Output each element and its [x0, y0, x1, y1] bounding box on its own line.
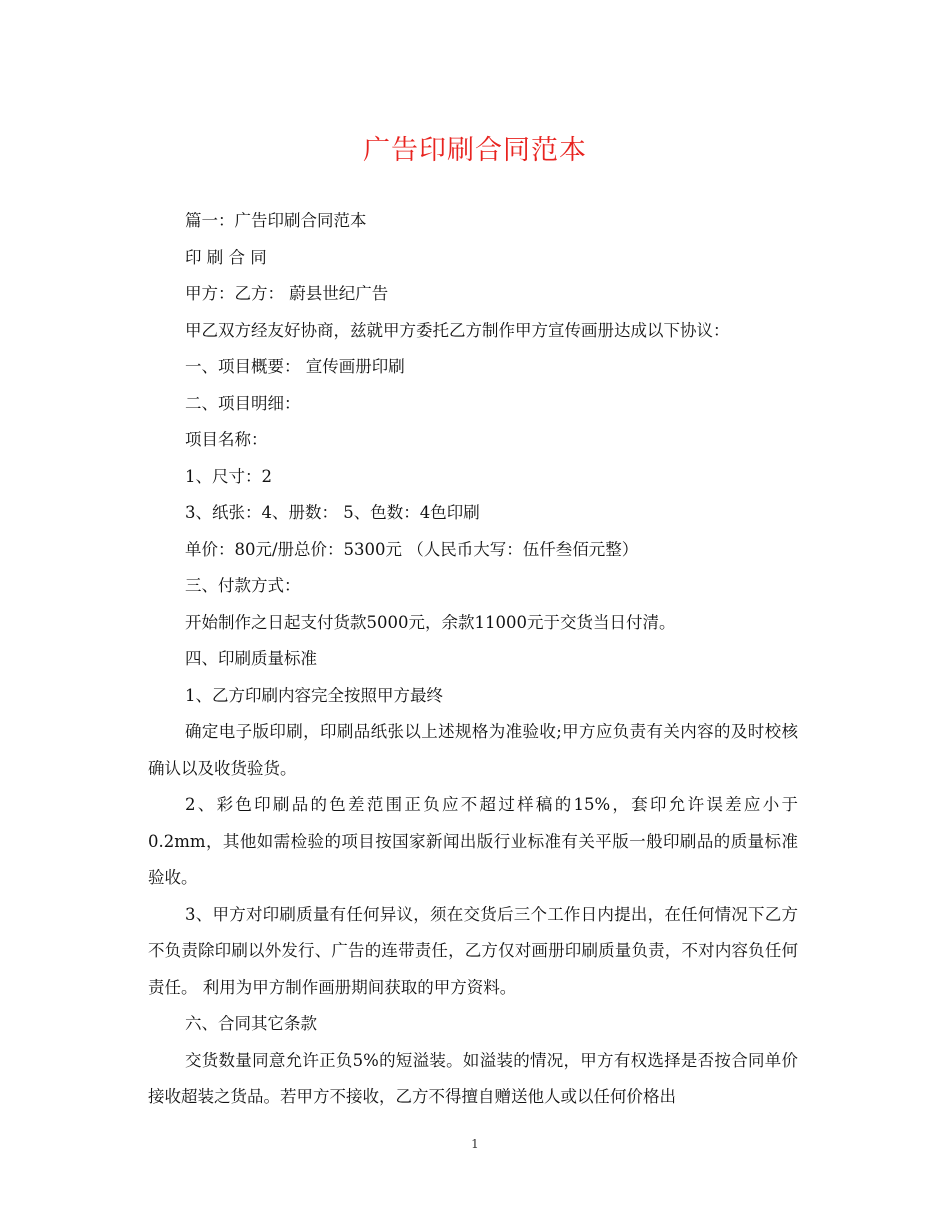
line-paper-quantity-colors: 3、纸张：4、册数： 5、色数：4色印刷 [185, 503, 480, 522]
line-parties: 甲方：乙方： 蔚县世纪广告 [185, 284, 389, 303]
paragraph-other-terms: 交货数量同意允许正负5%的短溢装。如溢装的情况，甲方有权选择是否按合同单价接收超装之货品。若甲方不接收，乙方不得擅自赠送他人或以任何价格出 [148, 1050, 798, 1106]
line-other-terms-heading: 六、合同其它条款 [185, 1014, 317, 1033]
document-title: 广告印刷合同范本 [363, 135, 587, 166]
page-number: 1 [471, 1137, 479, 1151]
paragraph-quality-item-2: 2、彩色印刷品的色差范围正负应不超过样稿的15%，套印允许误差应小于0.2mm，其他如需检验的项目按国家新闻出版行业标准有关平版一般印刷品的质量标准验收。 [148, 795, 798, 887]
line-payment-heading: 三、付款方式： [185, 576, 301, 595]
line-agreement-intro: 甲乙双方经友好协商，兹就甲方委托乙方制作甲方宣传画册达成以下协议： [185, 320, 730, 340]
line-project-overview: 一、项目概要： 宣传画册印刷 [185, 357, 405, 376]
paragraph-quality-item-3: 3、甲方对印刷质量有任何异议，须在交货后三个工作日内提出，在任何情况下乙方不负责除印刷以外发行、广告的连带责任，乙方仅对画册印刷质量负责，不对内容负任何责任。 利用为甲方制作画册期间获取的甲方资料。 [148, 904, 798, 997]
line-quality-heading: 四、印刷质量标准 [185, 649, 317, 668]
line-size: 1、尺寸：2 [185, 466, 272, 486]
line-section-heading: 篇一：广告印刷合同范本 [185, 211, 367, 230]
line-contract-label: 印 刷 合 同 [185, 247, 267, 267]
document-body [148, 203, 798, 1116]
line-payment-terms: 开始制作之日起支付货款5000元，余款11000元于交货当日付清。 [185, 612, 676, 632]
paragraph-quality-confirm: 确定电子版印刷，印刷品纸张以上述规格为准验收;甲方应负责有关内容的及时校核确认以及收货验货。 [148, 722, 798, 778]
line-quality-item-1: 1、乙方印刷内容完全按照甲方最终 [185, 685, 443, 705]
line-price: 单价：80元/册总价：5300元 （人民币大写：伍仟叁佰元整） [185, 539, 639, 559]
line-project-name: 项目名称： [185, 430, 268, 449]
line-project-details: 二、项目明细： [185, 393, 301, 413]
